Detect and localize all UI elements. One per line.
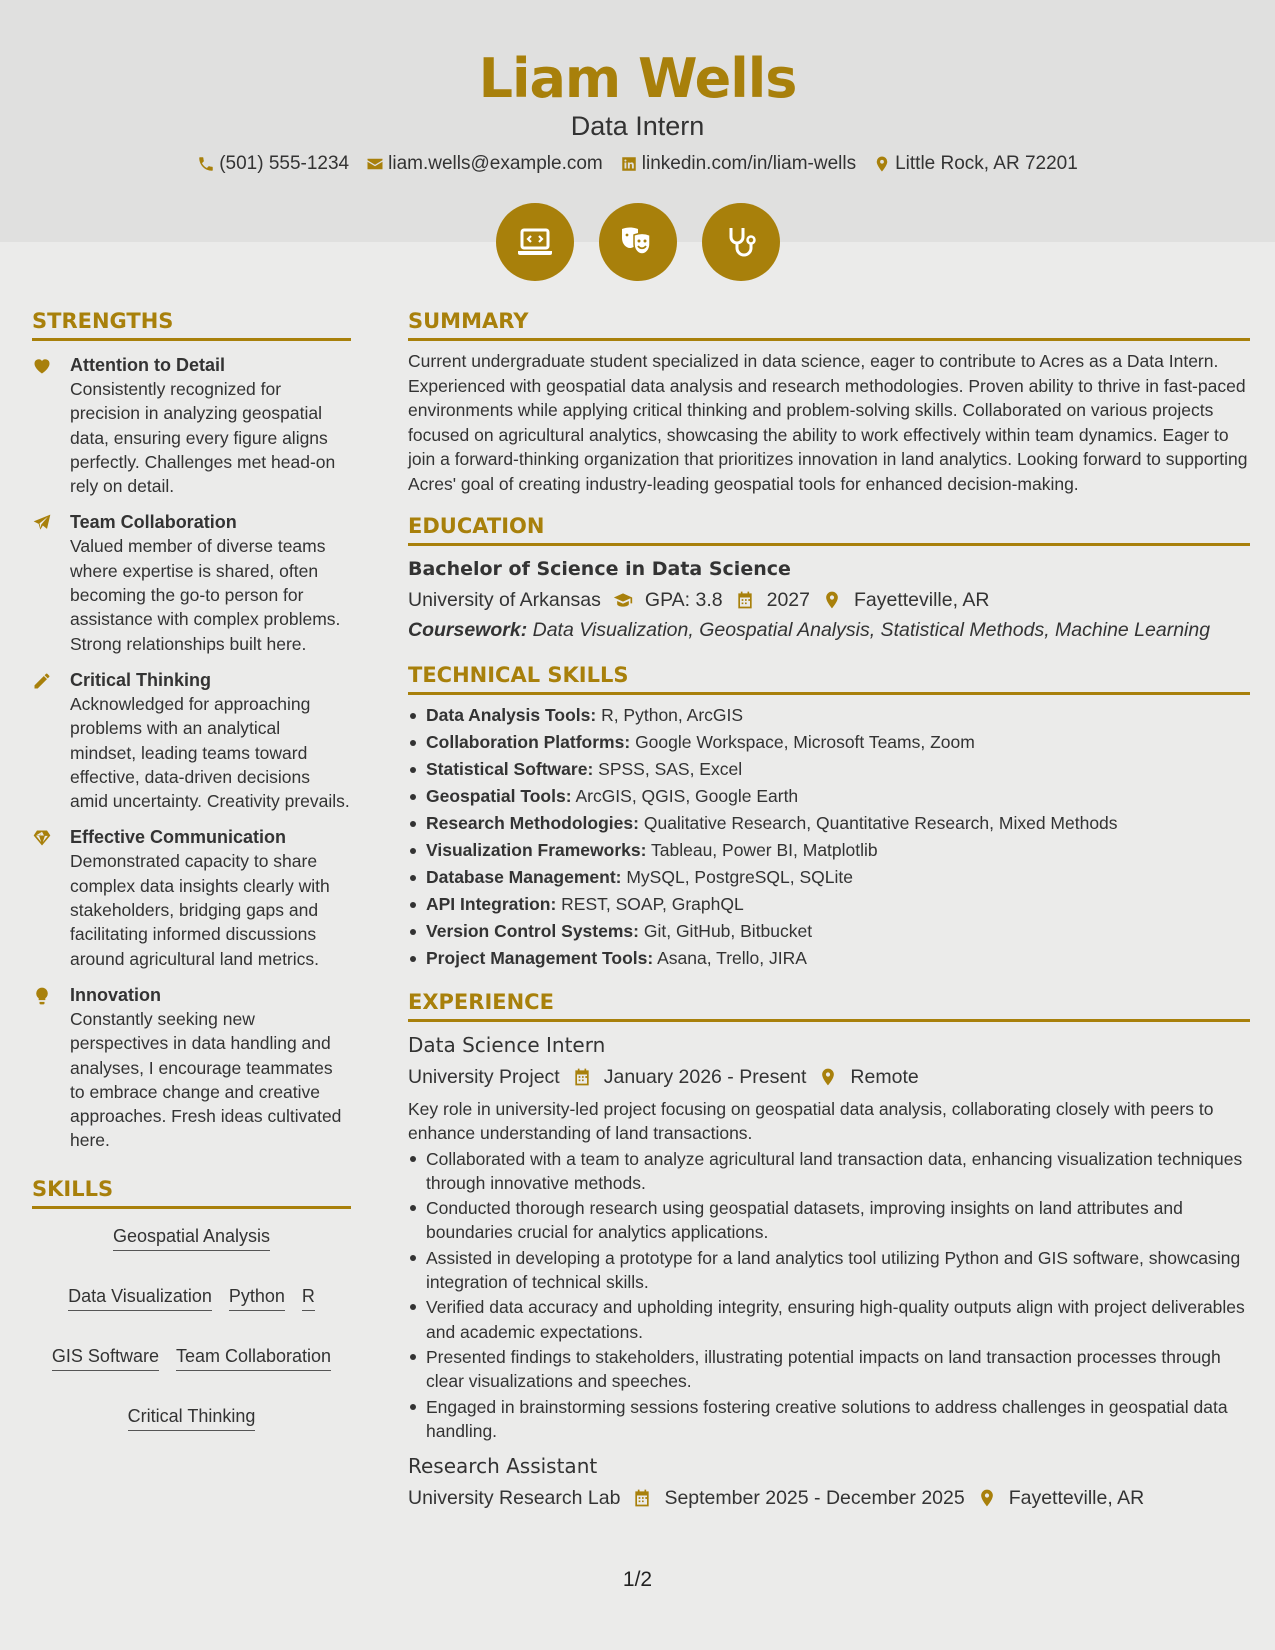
badge-masks — [599, 203, 677, 281]
contact-phone[interactable] — [197, 151, 349, 177]
job-meta — [408, 1483, 1250, 1513]
experience-heading: EXPERIENCE — [408, 988, 1250, 1022]
heart-icon — [32, 356, 52, 376]
job-org: University Research Lab — [408, 1487, 621, 1510]
strengths-heading: STRENGTHS — [32, 307, 351, 341]
strength-title: Team Collaboration — [70, 512, 237, 533]
left-column — [32, 307, 351, 1431]
map-pin-icon — [873, 155, 891, 173]
job-location: Fayetteville, AR — [1008, 1487, 1145, 1510]
coursework-label: Coursework: — [408, 619, 528, 641]
list-item: Collaboration Platforms: Google Workspace, Microsoft Teams, Zoom — [408, 729, 1250, 756]
graduation-cap-icon — [613, 590, 633, 610]
education-gpa: GPA: 3.8 — [644, 589, 723, 611]
contact-email-text: liam.wells@example.com — [388, 153, 603, 174]
candidate-name: Liam Wells — [478, 47, 797, 110]
list-item: API Integration: REST, SOAP, GraphQL — [408, 891, 1250, 918]
envelope-icon — [366, 155, 384, 173]
strength-desc: Consistently recognized for precision in analyzing geospatial data, ensuring every figure aligns perfectly. Challenges met head-on rely on detail. — [70, 379, 336, 497]
interest-badges — [0, 203, 1275, 281]
strength-item — [32, 510, 351, 655]
strength-title: Attention to Detail — [70, 355, 225, 375]
calendar-icon — [735, 590, 755, 610]
list-item: Database Management: MySQL, PostgreSQL, SQLite — [408, 864, 1250, 891]
strength-item — [32, 353, 351, 498]
page-number: 1/2 — [622, 1568, 653, 1591]
job-bullets — [408, 1147, 1250, 1444]
list-item: Assisted in developing a prototype for a land analytics tool utilizing Python and GIS software, showcasing integration of technical skills. — [408, 1246, 1250, 1295]
strength-desc: Demonstrated capacity to share complex data insights clearly with stakeholders, bridging gaps and facilitating informed discussions around agricultural land metrics. — [70, 851, 330, 969]
education-coursework — [408, 615, 1250, 645]
summary-heading: SUMMARY — [408, 307, 1250, 341]
job-meta — [408, 1062, 1250, 1092]
contact-linkedin[interactable] — [620, 151, 856, 177]
education-year: 2027 — [766, 589, 810, 611]
skill-tag: Team Collaboration — [176, 1343, 331, 1371]
list-item: Research Methodologies: Qualitative Research, Quantitative Research, Mixed Methods — [408, 810, 1250, 837]
job-org: University Project — [408, 1066, 560, 1088]
skill-tag: R — [302, 1283, 315, 1311]
strength-item — [32, 668, 351, 813]
job-title: Data Science Intern — [408, 1033, 606, 1057]
education-meta — [408, 585, 1250, 615]
skill-tag: Geospatial Analysis — [113, 1223, 270, 1251]
job-dates: January 2026 - Present — [603, 1066, 807, 1088]
technical-skills-list — [408, 702, 1250, 972]
skill-tags — [32, 1223, 351, 1431]
stethoscope-icon — [721, 222, 761, 262]
list-item: Geospatial Tools: ArcGIS, QGIS, Google Earth — [408, 783, 1250, 810]
strength-desc: Acknowledged for approaching problems with an analytical mindset, leading teams toward effective, data-driven decisions amid uncertainty. Creativity prevails. — [70, 693, 350, 812]
strength-item — [32, 983, 351, 1153]
education-degree: Bachelor of Science in Data Science — [408, 558, 791, 580]
education-heading: EDUCATION — [408, 512, 1250, 546]
skill-tag: Data Visualization — [68, 1283, 212, 1311]
technical-skills-heading: TECHNICAL SKILLS — [408, 661, 1250, 695]
phone-icon — [197, 155, 215, 173]
pencil-icon — [32, 671, 52, 691]
calendar-icon — [572, 1067, 592, 1087]
laptop-code-icon — [515, 222, 555, 262]
gem-icon — [32, 828, 52, 848]
contact-location — [873, 151, 1078, 177]
lightbulb-icon — [32, 986, 52, 1006]
skill-tag: Critical Thinking — [128, 1403, 256, 1431]
job-location: Remote — [850, 1066, 919, 1088]
list-item: Project Management Tools: Asana, Trello, JIRA — [408, 945, 1250, 972]
education-location: Fayetteville, AR — [853, 589, 990, 611]
education-school: University of Arkansas — [408, 589, 601, 611]
strength-desc: Valued member of diverse teams where expertise is shared, often becoming the go-to person for assistance with complex problems. Strong relationships built here. — [70, 536, 341, 654]
list-item: Version Control Systems: Git, GitHub, Bitbucket — [408, 918, 1250, 945]
strength-title: Critical Thinking — [70, 669, 212, 690]
summary-text: Current undergraduate student specialized in data science, eager to contribute to Acres as a Data Intern. Experienced with geospatial data analysis and research methodologies. Proven ability to thrive in fast-paced environments while applying critical thinking and problem-solving skills. Collaborated on various projects focused on agricultural analytics, showcasing the ability to work effectively within team dynamics. Eager to join a forward-thinking organization that prioritizes innovation in land analytics. Looking forward to supporting Acres' goal of creating industry-leading geospatial tools for enhanced decision-making. — [408, 351, 1248, 494]
paper-plane-icon — [32, 513, 52, 533]
job-title: Research Assistant — [408, 1454, 598, 1479]
list-item: Statistical Software: SPSS, SAS, Excel — [408, 756, 1250, 783]
strength-title: Effective Communication — [70, 827, 287, 848]
contact-location-text: Little Rock, AR 72201 — [895, 153, 1078, 174]
skill-tag: GIS Software — [52, 1343, 159, 1371]
list-item: Collaborated with a team to analyze agricultural land transaction data, enhancing visualization techniques through innovative methods. — [408, 1147, 1250, 1196]
badge-stethoscope — [702, 203, 780, 281]
job-description: Key role in university-led project focusing on geospatial data analysis, collaborating closely with peers to enhance understanding of land transactions. — [408, 1099, 1214, 1144]
strength-title: Innovation — [70, 984, 161, 1005]
list-item: Presented findings to stakeholders, illustrating potential impacts on land transaction processes through clear visualizations and speeches. — [408, 1345, 1250, 1394]
coursework-list: Data Visualization, Geospatial Analysis, Statistical Methods, Machine Learning — [532, 619, 1211, 641]
calendar-icon — [632, 1488, 652, 1508]
contact-linkedin-text: linkedin.com/in/liam-wells — [641, 153, 857, 174]
contact-email[interactable] — [366, 151, 603, 177]
list-item: Data Analysis Tools: R, Python, ArcGIS — [408, 702, 1250, 729]
contact-row — [0, 151, 1275, 177]
list-item: Visualization Frameworks: Tableau, Power BI, Matplotlib — [408, 837, 1250, 864]
list-item: Engaged in brainstorming sessions fostering creative solutions to address challenges in geospatial data handling. — [408, 1395, 1250, 1444]
skill-tag: Python — [229, 1283, 285, 1311]
linkedin-icon — [620, 155, 638, 173]
list-item: Verified data accuracy and upholding integrity, ensuring high-quality outputs align with project deliverables and academic expectations. — [408, 1295, 1250, 1344]
list-item: Conducted thorough research using geospatial datasets, improving insights on land attributes and boundaries crucial for analytics applications. — [408, 1196, 1250, 1245]
map-pin-icon — [977, 1488, 997, 1508]
skills-heading: SKILLS — [32, 1175, 351, 1209]
strength-item — [32, 825, 351, 970]
job-dates: September 2025 - December 2025 — [664, 1487, 965, 1510]
strength-desc: Constantly seeking new perspectives in data handling and analyses, I encourage teammates to embrace change and creative approaches. Fresh ideas cultivated here. — [70, 1008, 342, 1151]
contact-phone-text: (501) 555-1234 — [219, 153, 350, 174]
candidate-role: Data Intern — [570, 111, 705, 141]
badge-laptop — [496, 203, 574, 281]
right-column — [408, 307, 1250, 1513]
map-pin-icon — [818, 1067, 838, 1087]
map-pin-icon — [822, 590, 842, 610]
theater-masks-icon — [618, 222, 658, 262]
